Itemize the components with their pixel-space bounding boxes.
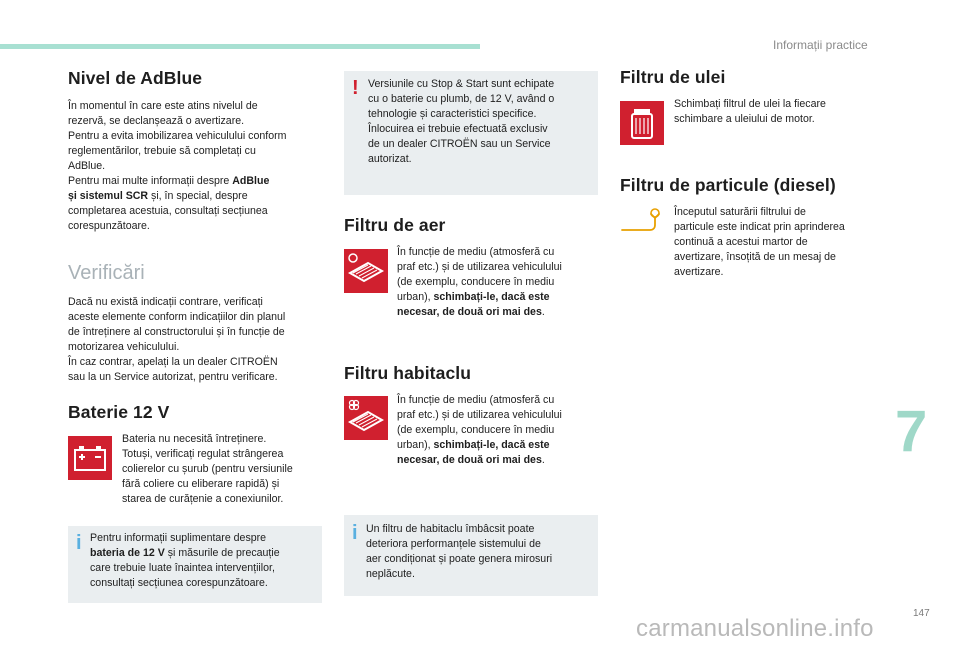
battery-info-note <box>68 526 322 603</box>
oil-filter-icon <box>620 101 664 145</box>
adblue-text: În momentul în care este atins nivelul de rezervă, se declanșează o avertizare. Pentru a evita imobilizarea vehiculului conform reglementărilor, trebuie să completați cu AdBlue. Pentru mai multe informații despre AdBlue și sistemul SCR și, în special, despre completarea acestuia, consultați secțiunea corespunzătoare. <box>68 100 287 232</box>
info-icon: i <box>76 532 82 554</box>
stopstart-warning-text: Versiunile cu Stop & Start sunt echipate cu o baterie cu plumb, de 12 V, având o tehnologie și caracteristici specifice. Înlocuirea ei trebuie efectuată exclusiv de un dealer CITROËN sau un Service autorizat. <box>368 78 555 165</box>
filtru-aer-heading: Filtru de aer <box>344 215 446 235</box>
filtru-ulei-text: Schimbați filtrul de ulei la fiecare schimbare a uleiului de motor. <box>674 98 826 125</box>
filtru-aer-text: În funcție de mediu (atmosferă cu praf etc.) și de utilizarea vehiculului (de exemplu, conducere în mediu urban), schimbați-le, dacă este necesar, de două ori mai des. <box>397 246 562 318</box>
air-filter-icon <box>344 249 388 293</box>
battery-icon <box>68 436 112 480</box>
filtru-ulei-heading: Filtru de ulei <box>620 67 726 87</box>
section-title: Informații practice <box>773 38 868 52</box>
chapter-number: 7 <box>895 399 928 464</box>
habitaclu-info-text: Un filtru de habitaclu îmbâcsit poate deteriora performanțele sistemului de aer condiționat și poate genera mirosuri neplăcute. <box>366 523 553 580</box>
watermark: carmanualsonline.info <box>636 615 874 642</box>
verificari-text: Dacă nu există indicații contrare, verificați aceste elemente conform indicațiilor din planul de întreținere al constructorului și în funcție de motorizarea vehiculului. În caz contrar, apelați la un dealer CITROËN sau la un Service autorizat, pentru verificare. <box>68 296 286 383</box>
verificari-heading: Verificări <box>68 262 145 284</box>
filtru-particule-heading: Filtru de particule (diesel) <box>620 175 836 195</box>
baterie-heading: Baterie 12 V <box>68 402 170 422</box>
baterie-text: Bateria nu necesită întreținere. Totuși, verificați regulat strângerea colierelor cu șurub (pentru versiunile fără coliere cu eliberare rapidă) și starea de curățenie a conexiunilor. <box>122 433 293 505</box>
warning-icon: ! <box>352 77 359 99</box>
filtru-habitaclu-heading: Filtru habitaclu <box>344 363 472 383</box>
battery-info-text: Pentru informații suplimentare despre bateria de 12 V și măsurile de precauție care trebuie luate înaintea intervențiilor, consultați secțiunea corespunzătoare. <box>90 532 280 589</box>
page-number: 147 <box>913 608 930 619</box>
stopstart-warning-note <box>344 71 598 195</box>
filtru-habitaclu-text: În funcție de mediu (atmosferă cu praf etc.) și de utilizarea vehiculului (de exemplu, conducere în mediu urban), schimbați-le, dacă este necesar, de două ori mai des. <box>397 394 562 466</box>
info-icon: i <box>352 522 358 544</box>
adblue-heading: Nivel de AdBlue <box>68 68 203 88</box>
habitaclu-info-note <box>344 515 598 596</box>
cabin-filter-icon <box>344 396 388 440</box>
filtru-particule-text: Începutul saturării filtrului de particule este indicat prin aprinderea continuă a acestui martor de avertizare, însoțită de un mesaj de avertizare. <box>674 206 845 278</box>
wrench-icon <box>620 206 664 236</box>
header-accent-bar <box>0 44 480 49</box>
